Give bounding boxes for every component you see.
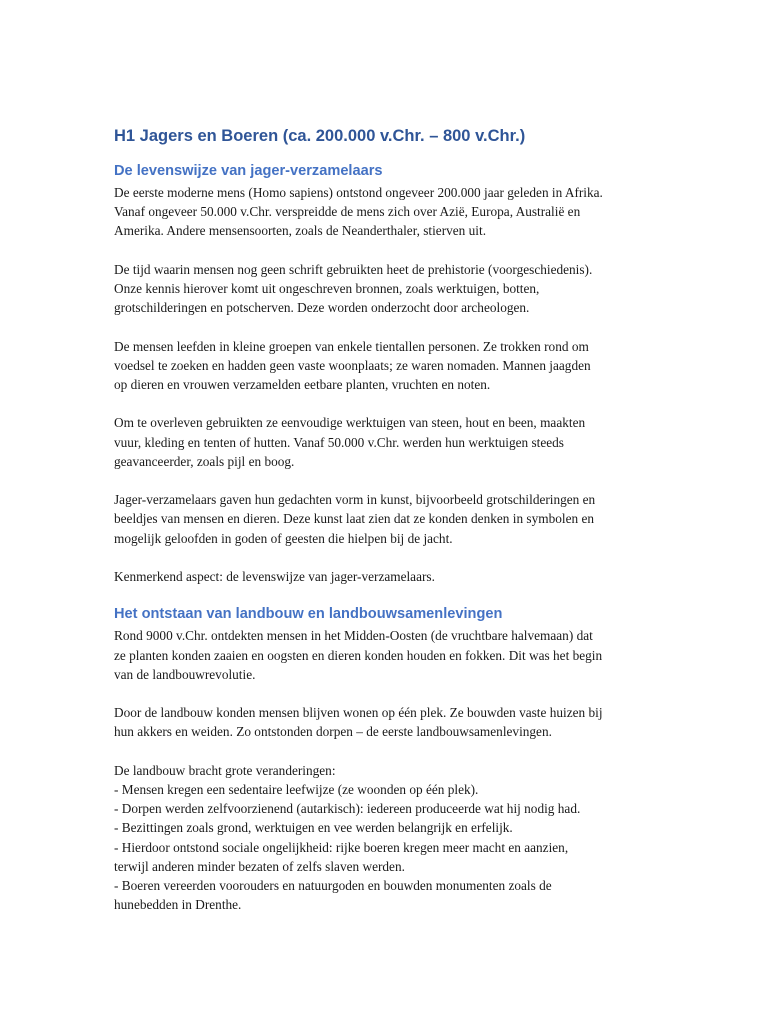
text-line: Jager-verzamelaars gaven hun gedachten vorm in kunst, bijvoorbeeld grotschilderingen en	[114, 492, 596, 508]
paragraph	[114, 626, 659, 684]
text-line: Vanaf ongeveer 50.000 v.Chr. verspreidde de mens zich over Azië, Europa, Australië en	[114, 204, 581, 220]
text-line: De eerste moderne mens (Homo sapiens) ontstond ongeveer 200.000 jaar geleden in Afrika.	[114, 185, 603, 200]
text-line: van de landbouwrevolutie.	[114, 666, 256, 682]
text-line: Om te overleven gebruikten ze eenvoudige werktuigen van steen, hout en been, maakten	[114, 415, 586, 431]
text-line: vuur, kleding en tenten of hutten. Vanaf 50.000 v.Chr. werden hun werktuigen steeds	[114, 434, 564, 450]
section-body	[114, 626, 659, 914]
text-line: Rond 9000 v.Chr. ontdekten mensen in het Midden-Oosten (de vruchtbare halvemaan) dat	[114, 628, 593, 644]
section-agriculture	[114, 605, 659, 914]
paragraph	[114, 183, 659, 241]
paragraph	[114, 260, 659, 318]
document-content	[114, 124, 659, 934]
text-line: terwijl anderen minder bezaten of zelfs slaven werden.	[114, 858, 405, 874]
text-line: - Hierdoor ontstond sociale ongelijkheid: rijke boeren kregen meer macht en aanzien,	[114, 839, 569, 855]
text-line: beeldjes van mensen en dieren. Deze kunst laat zien dat ze konden denken in symbolen en	[114, 511, 594, 527]
text-line: - Bezittingen zoals grond, werktuigen en vee werden belangrijk en erfelijk.	[114, 820, 513, 836]
section-heading: De levenswijze van jager-verzamelaars	[114, 163, 383, 179]
paragraph	[114, 703, 659, 741]
text-line: - Mensen kregen een sedentaire leefwijze (ze woonden op één plek).	[114, 781, 479, 797]
paragraph	[114, 413, 659, 471]
text-line: De tijd waarin mensen nog geen schrift gebruikten heet de prehistorie (voorgeschiedenis).	[114, 261, 593, 277]
paragraph	[114, 567, 659, 586]
text-line: op dieren en vrouwen verzamelden eetbare planten, vruchten en noten.	[114, 377, 491, 392]
text-line: mogelijk geloofden in goden of geesten die hielpen bij de jacht.	[114, 530, 453, 546]
section-heading: Het ontstaan van landbouw en landbouwsamenlevingen	[114, 606, 503, 623]
text-line: Amerika. Andere mensensoorten, zoals de Neanderthaler, stierven uit.	[114, 223, 487, 239]
section-body	[114, 183, 659, 586]
text-line: geavanceerder, zoals pijl en boog.	[114, 453, 295, 469]
paragraph	[114, 337, 659, 395]
text-line: ze planten konden zaaien en oogsten en dieren konden houden en fokken. Dit was het begin	[114, 647, 603, 663]
section-hunter-gatherers	[114, 162, 659, 586]
text-line: De mensen leefden in kleine groepen van enkele tientallen personen. Ze trokken rond om	[114, 338, 589, 354]
text-line: hunebedden in Drenthe.	[114, 897, 242, 913]
text-line: De landbouw bracht grote veranderingen:	[114, 762, 336, 778]
text-line: - Boeren vereerden voorouders en natuurgoden en bouwden monumenten zoals de	[114, 877, 552, 893]
text-line: Kenmerkend aspect: de levenswijze van jager-verzamelaars.	[114, 568, 435, 584]
text-line: - Dorpen werden zelfvoorzienend (autarkisch): iedereen produceerde wat hij nodig had.	[114, 801, 581, 817]
text-line: voedsel te zoeken en hadden geen vaste woonplaats; ze waren nomaden. Mannen jaagden	[114, 357, 591, 373]
text-line: grotschilderingen en potscherven. Deze worden onderzocht door archeologen.	[114, 300, 530, 316]
text-line: Door de landbouw konden mensen blijven wonen op één plek. Ze bouwden vaste huizen bij	[114, 705, 603, 721]
text-line: Onze kennis hierover komt uit ongeschreven bronnen, zoals werktuigen, botten,	[114, 281, 540, 296]
document-title: H1 Jagers en Boeren (ca. 200.000 v.Chr. – 800 v.Chr.)	[114, 127, 526, 145]
paragraph	[114, 761, 659, 915]
paragraph	[114, 490, 659, 548]
text-line: hun akkers en weiden. Zo ontstonden dorpen – de eerste landbouwsamenlevingen.	[114, 724, 552, 740]
